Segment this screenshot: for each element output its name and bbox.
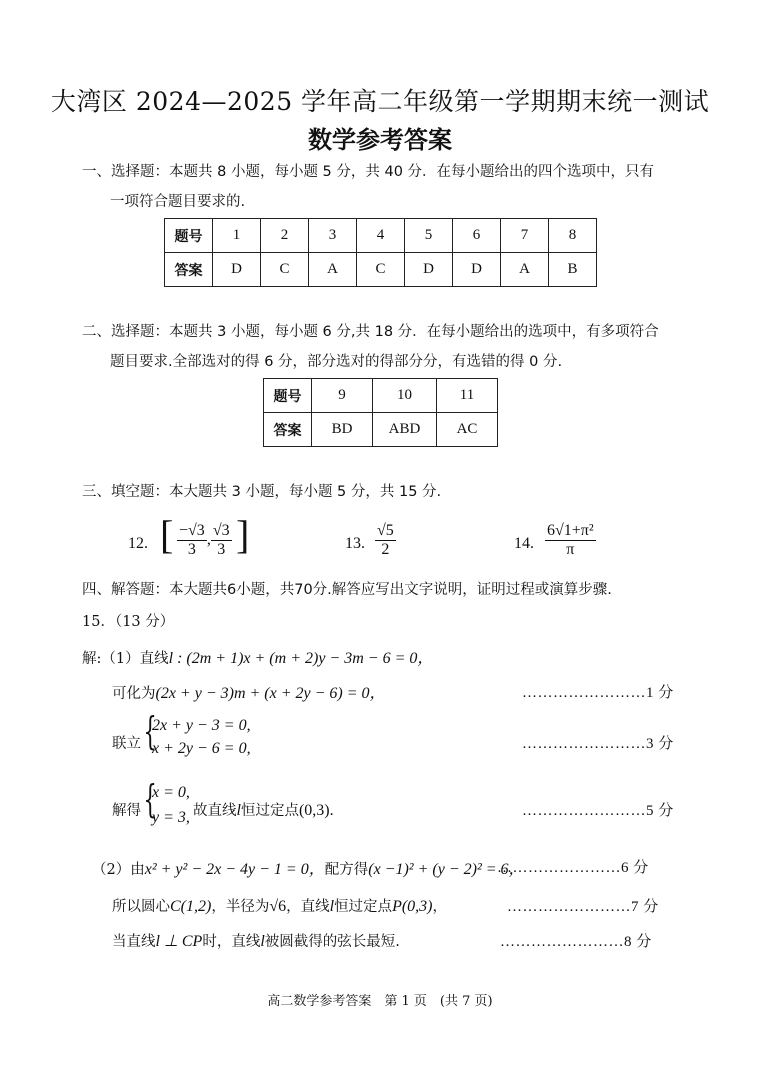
center-line (112, 895, 447, 916)
perp-line (112, 930, 400, 951)
completed-square-equation: (x −1)² + (y − 2)² = 6， (368, 861, 525, 878)
table-cell: 5 (405, 219, 453, 253)
table-cell: BD (312, 413, 373, 447)
table-row (264, 413, 498, 447)
answer-table-1 (164, 218, 597, 287)
q12-value-1: $\frac{-√3}{3}$ , $\frac{√3}{3}$ (179, 522, 230, 558)
line-through-mid: 恒过定点 (334, 899, 393, 915)
line-symbol: l (236, 802, 241, 819)
table-cell: D (453, 253, 501, 287)
section1-line1: 一、选择题：本题共 8 小题，每小题 5 分，共 40 分．在每小题给出的四个选项中，只有 (82, 164, 655, 180)
table-cell: 1 (213, 219, 261, 253)
q13-numerator: √5 (377, 522, 394, 539)
section3-line1: 三、填空题：本大题共 3 小题，每小题 5 分，共 15 分. (82, 484, 442, 500)
point-p: P(0,3) (392, 898, 433, 915)
table-row (264, 379, 498, 413)
q14-value (545, 522, 596, 559)
score-8: ……………………8 分 (500, 934, 652, 950)
table-row (165, 253, 597, 287)
perp-equation: l ⊥ CP (155, 933, 203, 950)
line-symbol-3: l (260, 933, 265, 950)
table-cell-header: 答案 (165, 253, 213, 287)
score-5: ……………………5 分 (522, 803, 674, 819)
table-cell-header: 答案 (264, 413, 312, 447)
table-cell: 11 (437, 379, 498, 413)
table-cell: 10 (373, 379, 437, 413)
section2-line2: 题目要求.全部选对的得 6 分，部分选对的得部分分，有选错的得 0 分. (110, 354, 563, 370)
table-cell: C (357, 253, 405, 287)
system-brace: { (143, 709, 157, 753)
page-subtitle: 数学参考答案 (308, 126, 452, 154)
q13-value (375, 522, 396, 559)
radius-prefix: ，半径为 (211, 899, 270, 915)
q12-denominator-2: 3 (217, 541, 226, 558)
section2-line1: 二、选择题：本题共 3 小题，每小题 6 分,共 18 分．在每小题给出的选项中，有多项符合 (82, 324, 659, 340)
q12-label: 12. (128, 535, 148, 552)
system-prefix: 联立 (112, 736, 141, 752)
perp-mid: 时，直线 (202, 934, 261, 950)
solve-suffix: 故直线 (193, 803, 237, 819)
score-1: ……………………1 分 (522, 685, 674, 701)
table-cell: 3 (309, 219, 357, 253)
table-cell: D (213, 253, 261, 287)
perp-prefix: 当直线 (112, 934, 156, 950)
q12-numerator-1: −√3 (179, 522, 205, 539)
complete-prefix: 配方得 (324, 862, 369, 878)
table-cell: AC (437, 413, 498, 447)
solve-eq-2: y = 3, (152, 809, 190, 826)
table-cell: B (549, 253, 597, 287)
section4-line1: 四、解答题：本大题共6小题，共70分.解答应写出文字说明，证明过程或演算步骤. (82, 582, 612, 598)
table-cell: 9 (312, 379, 373, 413)
perp-end: 被圆截得的弦长最短. (264, 934, 400, 950)
rewrite-prefix: 可化为 (112, 686, 156, 702)
q15-solution-line (82, 645, 433, 668)
table-cell: C (261, 253, 309, 287)
q14-label: 14. (514, 535, 534, 552)
line-equation: l : (2m + 1)x + (m + 2)y − 3m − 6 = 0， (168, 650, 434, 667)
solve-suffix-2: 恒过定点 (240, 803, 299, 819)
q12-left-bracket: [ (160, 512, 174, 557)
table-cell: 8 (549, 219, 597, 253)
solve-eq-1: x = 0, (152, 784, 190, 801)
rewrite-equation: (2x + y − 3)m + (x + 2y − 6) = 0， (155, 685, 386, 702)
line-symbol-2: l (329, 898, 335, 915)
q12-numerator-2: √3 (212, 522, 230, 539)
score-3: ……………………3 分 (522, 736, 674, 752)
q13-denominator: 2 (381, 541, 390, 558)
rewrite-line (112, 680, 386, 703)
table-cell: 2 (261, 219, 309, 253)
section1-line2: 一项符合题目要求的. (110, 194, 246, 210)
part2-prefix: （2）由 (92, 862, 145, 878)
solution-label: 解:（1）直线 (82, 651, 169, 667)
center-prefix: 所以圆心 (112, 899, 170, 915)
table-cell: A (309, 253, 357, 287)
table-cell: D (405, 253, 453, 287)
circle-center: C(1,2) (170, 898, 212, 915)
solve-brace: { (143, 777, 157, 821)
answer-table-2 (263, 378, 498, 447)
circle-equation: x² + y² − 2x − 4y − 1 = 0， (144, 861, 325, 878)
page-title: 大湾区 2024—2025 学年高二年级第一学期期末统一测试 (50, 87, 710, 116)
table-row (165, 219, 597, 253)
fixed-point: (0,3). (298, 802, 334, 819)
table-cell: 7 (501, 219, 549, 253)
solve-prefix: 解得 (112, 803, 141, 819)
table-cell: ABD (373, 413, 437, 447)
system-eq-2: x + 2y − 6 = 0, (152, 740, 251, 757)
table-cell: 4 (357, 219, 405, 253)
table-cell: 6 (453, 219, 501, 253)
page-footer: 高二数学参考答案 第 1 页 (共 7 页) (267, 994, 493, 1009)
line-through-prefix: ，直线 (286, 899, 330, 915)
table-cell-header: 题号 (264, 379, 312, 413)
q12-denominator-1: 3 (187, 541, 196, 558)
score-7: ……………………7 分 (507, 899, 659, 915)
line-through-end: ， (432, 899, 447, 915)
table-cell: A (501, 253, 549, 287)
circle-radius: √6 (269, 898, 287, 915)
score-6: ……………………6 分 (497, 860, 649, 876)
q12-right-bracket: ] (236, 512, 250, 557)
system-eq-1: 2x + y − 3 = 0, (152, 717, 251, 734)
q15-header: 15．（13 分） (82, 614, 175, 630)
part2-line (92, 856, 525, 879)
q14-denominator: π (566, 541, 575, 558)
solve-conclusion (193, 799, 334, 820)
q14-numerator: 6√1+π² (547, 522, 594, 539)
q13-label: 13. (345, 535, 365, 552)
table-cell-header: 题号 (165, 219, 213, 253)
